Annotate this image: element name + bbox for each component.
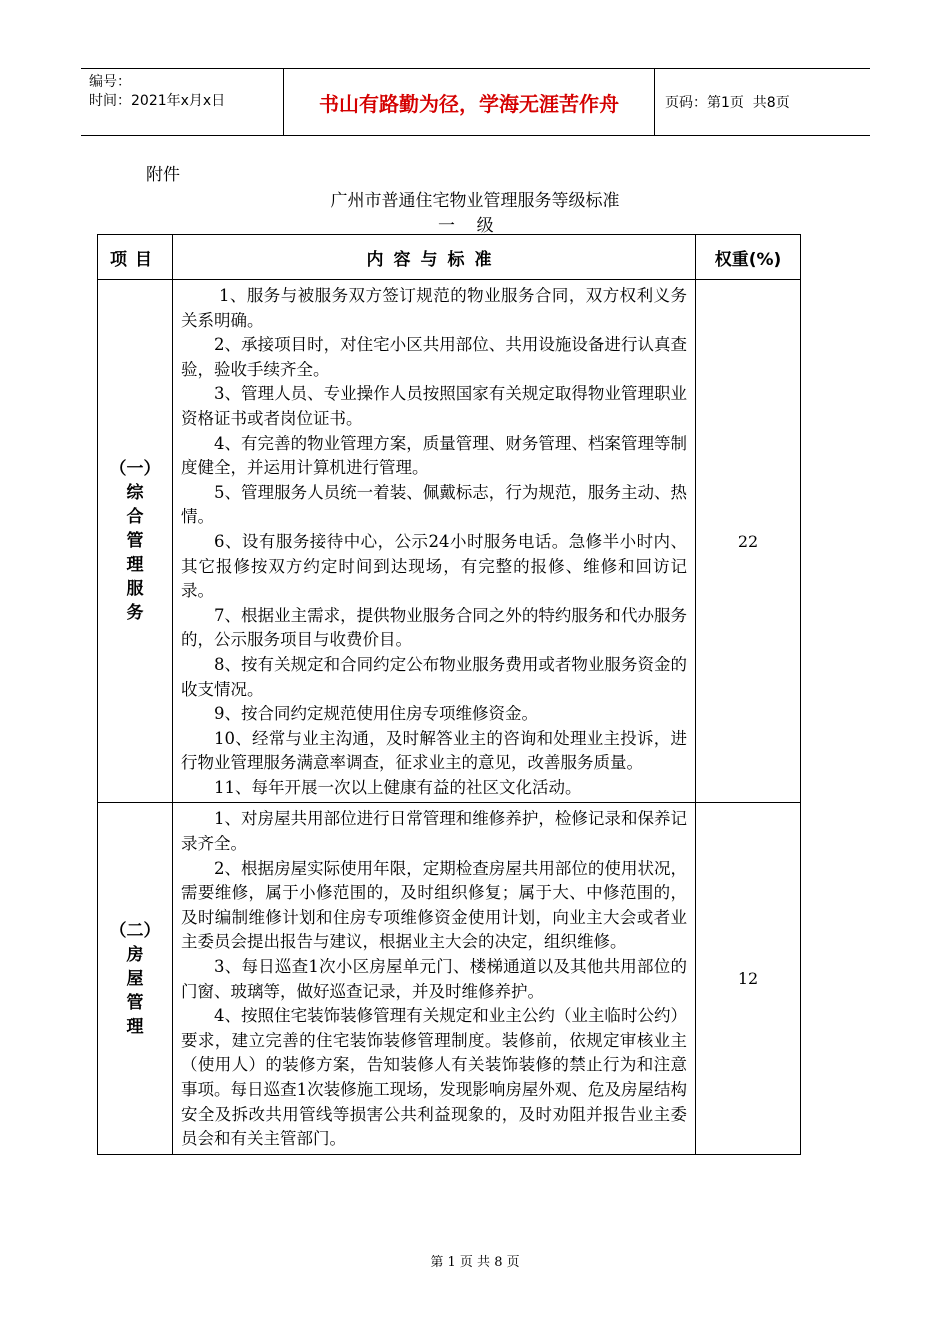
- standard-clause: 7、根据业主需求，提供物业服务合同之外的特约服务和代办服务的，公示服务项目与收费价目。: [181, 605, 687, 650]
- row-item-char: 服: [126, 579, 144, 600]
- row-item-cell: [98, 803, 173, 1154]
- row-item-char: 务: [126, 603, 144, 624]
- standard-clause: 2、承接项目时，对住宅小区共用部位、共用设施设备进行认真查验，验收手续齐全。: [181, 335, 687, 379]
- standard-clause: 3、每日巡查1次小区房屋单元门、楼梯通道以及其他共用部位的门窗、玻璃等，做好巡查记录，并及时维修养护。: [181, 957, 687, 1001]
- standard-clause: 4、有完善的物业管理方案，质量管理、财务管理、档案管理等制度健全，并运用计算机进行管理。: [181, 433, 687, 478]
- standard-clause: 6、设有服务接待中心，公示24小时服务电话。急修半小时内、其它报修按双方约定时间到达现场，有完整的报修、维修和回访记录。: [181, 531, 687, 601]
- row-item-char: 理: [126, 555, 144, 576]
- table-row: [98, 280, 801, 803]
- standard-clause: 9、按合同约定规范使用住房专项维修资金。: [214, 704, 538, 724]
- row-item-number: （二）: [109, 920, 161, 941]
- standard-clause: 4、按照住宅装饰装修管理有关规定和业主公约（业主临时公约）要求，建立完善的住宅装饰装修管理制度。装修前，依规定审核业主（使用人）的装修方案，告知装修人有关装饰装修的禁止行为和注意事项。每日巡查1次装修施工现场，发现影响房屋外观、危及房屋结构安全及拆改共用管线等损害公共利益现象的，及时劝阻并报告业主委员会和有关主管部门。: [181, 1006, 687, 1149]
- row-item-label: [110, 919, 161, 1039]
- row-item-char: 合: [126, 507, 144, 528]
- attachment-label: 附件: [146, 165, 180, 185]
- row-item-char: 管: [126, 992, 144, 1013]
- date-label: 时间：2021年x月x日: [89, 93, 226, 109]
- page-footer: 第 1 页 共 8 页: [430, 1255, 520, 1270]
- standard-clause: 5、管理服务人员统一着装、佩戴标志，行为规范，服务主动、热情。: [181, 482, 687, 527]
- header-weight: 权重(%): [696, 235, 801, 280]
- header-content: 内容与标准: [173, 235, 696, 280]
- standards-table: [97, 234, 801, 1155]
- row-item-char: 管: [126, 531, 144, 552]
- row-item-char: 理: [126, 1016, 144, 1037]
- standard-clause: 1、服务与被服务双方签订规范的物业服务合同，双方权利义务关系明确。: [181, 286, 687, 330]
- row-content-cell: [173, 280, 696, 803]
- row-weight-cell: 12: [696, 803, 801, 1154]
- standard-clause: 2、根据房屋实际使用年限，定期检查房屋共用部位的使用状况，需要维修，属于小修范围的，及时组织修复；属于大、中修范围的，及时编制维修计划和住房专项维修资金使用计划，向业主大会或者业主委员会提出报告与建议，根据业主大会的决定，组织维修。: [181, 858, 687, 952]
- document-title: 广州市普通住宅物业管理服务等级标准: [330, 191, 620, 211]
- row-content-cell: [173, 803, 696, 1154]
- level-subtitle: 一 级: [438, 216, 494, 236]
- standard-clause: 11、每年开展一次以上健康有益的社区文化活动。: [214, 777, 582, 797]
- standard-clause: 3、管理人员、专业操作人员按照国家有关规定取得物业管理职业资格证书或者岗位证书。: [181, 384, 687, 428]
- row-item-char: 屋: [126, 968, 144, 989]
- page-indicator: 页码：第1页 共8页: [665, 95, 790, 111]
- standard-clause: 10、经常与业主沟通，及时解答业主的咨询和处理业主投诉，进行物业管理服务满意率调查，征求业主的意见，改善服务质量。: [181, 728, 687, 773]
- header-item: 项目: [98, 235, 173, 280]
- row-item-label: [110, 457, 161, 625]
- header-motto: 书山有路勤为径，学海无涯苦作舟: [319, 91, 619, 116]
- table-header-row: [98, 235, 801, 280]
- row-weight-cell: 22: [696, 280, 801, 803]
- number-label: 编号：: [89, 74, 131, 90]
- table-row: [98, 803, 801, 1154]
- row-item-char: 综: [126, 483, 144, 504]
- row-item-char: 房: [126, 944, 144, 965]
- header-meta: [89, 73, 225, 111]
- row-item-cell: [98, 280, 173, 803]
- row-item-number: （一）: [109, 459, 161, 480]
- standard-clause: 1、对房屋共用部位进行日常管理和维修养护，检修记录和保养记录齐全。: [181, 809, 687, 854]
- standard-clause: 8、按有关规定和合同约定公布物业服务费用或者物业服务资金的收支情况。: [181, 654, 687, 699]
- document-header: [81, 68, 870, 136]
- header-motto-box: [283, 69, 655, 135]
